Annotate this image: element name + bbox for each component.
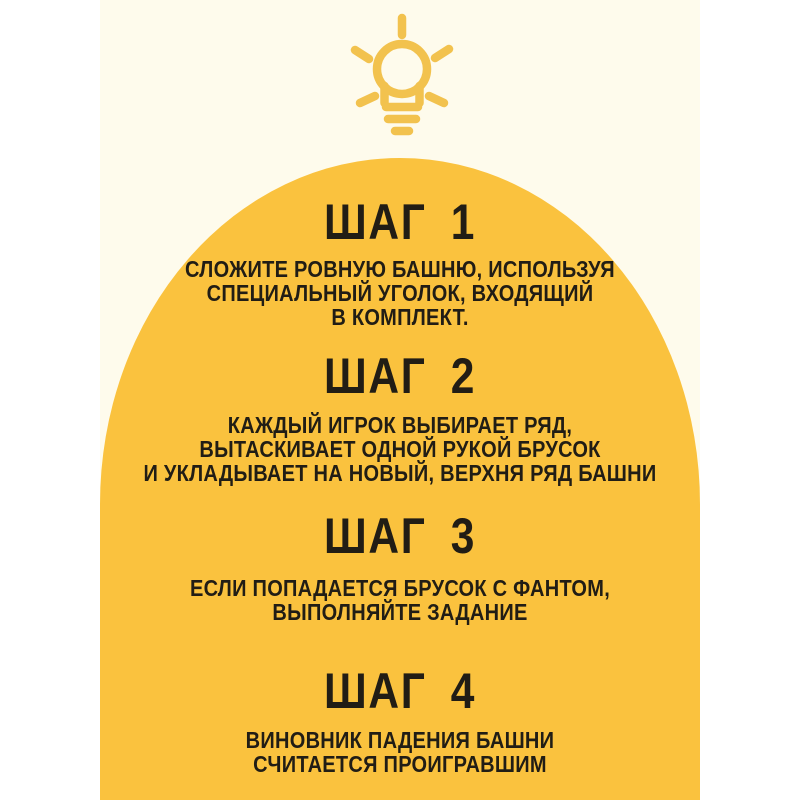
step-4-line-2: СЧИТАЕТСЯ ПРОИГРАВШИМ — [253, 751, 547, 777]
poster-canvas — [100, 0, 700, 800]
bulb-ray-lower-right — [429, 96, 444, 103]
step-1-body — [139, 257, 661, 329]
step-2-line-3: И УКЛАДЫВАЕТ НА НОВЫЙ, ВЕРХНЯ РЯД БАШНИ — [143, 460, 657, 486]
step-2-line-2: ВЫТАСКИВАЕТ ОДНОЙ РУКОЙ БРУСОК — [199, 436, 601, 462]
lightbulb-icon — [340, 2, 470, 147]
step-1-line-2: СПЕЦИАЛЬНЫЙ УГОЛОК, ВХОДЯЩИЙ — [206, 280, 594, 306]
lightbulb-strokes — [355, 18, 449, 131]
step-4-line-1: ВИНОВНИК ПАДЕНИЯ БАШНИ — [245, 727, 555, 753]
step-2-title: ШАГ 2 — [323, 348, 477, 404]
step-4-body — [139, 728, 661, 776]
bulb-ray-upper-left — [355, 50, 369, 59]
bulb-ray-lower-left — [360, 96, 375, 103]
step-3-line-1: ЕСЛИ ПОПАДАЕТСЯ БРУСОК С ФАНТОМ, — [189, 575, 611, 601]
step-4-title: ШАГ 4 — [323, 663, 477, 719]
step-1-line-1: СЛОЖИТЕ РОВНУЮ БАШНЮ, ИСПОЛЬЗУЯ — [185, 256, 615, 282]
step-2-body — [139, 413, 661, 485]
step-3-body — [139, 576, 661, 624]
step-2-line-1: КАЖДЫЙ ИГРОК ВЫБИРАЕТ РЯД, — [227, 412, 573, 438]
step-3-title: ШАГ 3 — [323, 508, 477, 564]
bulb-ray-upper-right — [435, 49, 449, 58]
step-3-line-2: ВЫПОЛНЯЙТЕ ЗАДАНИЕ — [272, 599, 528, 625]
step-1-line-3: В КОМПЛЕКТ. — [331, 304, 469, 330]
step-1-title: ШАГ 1 — [323, 194, 477, 250]
